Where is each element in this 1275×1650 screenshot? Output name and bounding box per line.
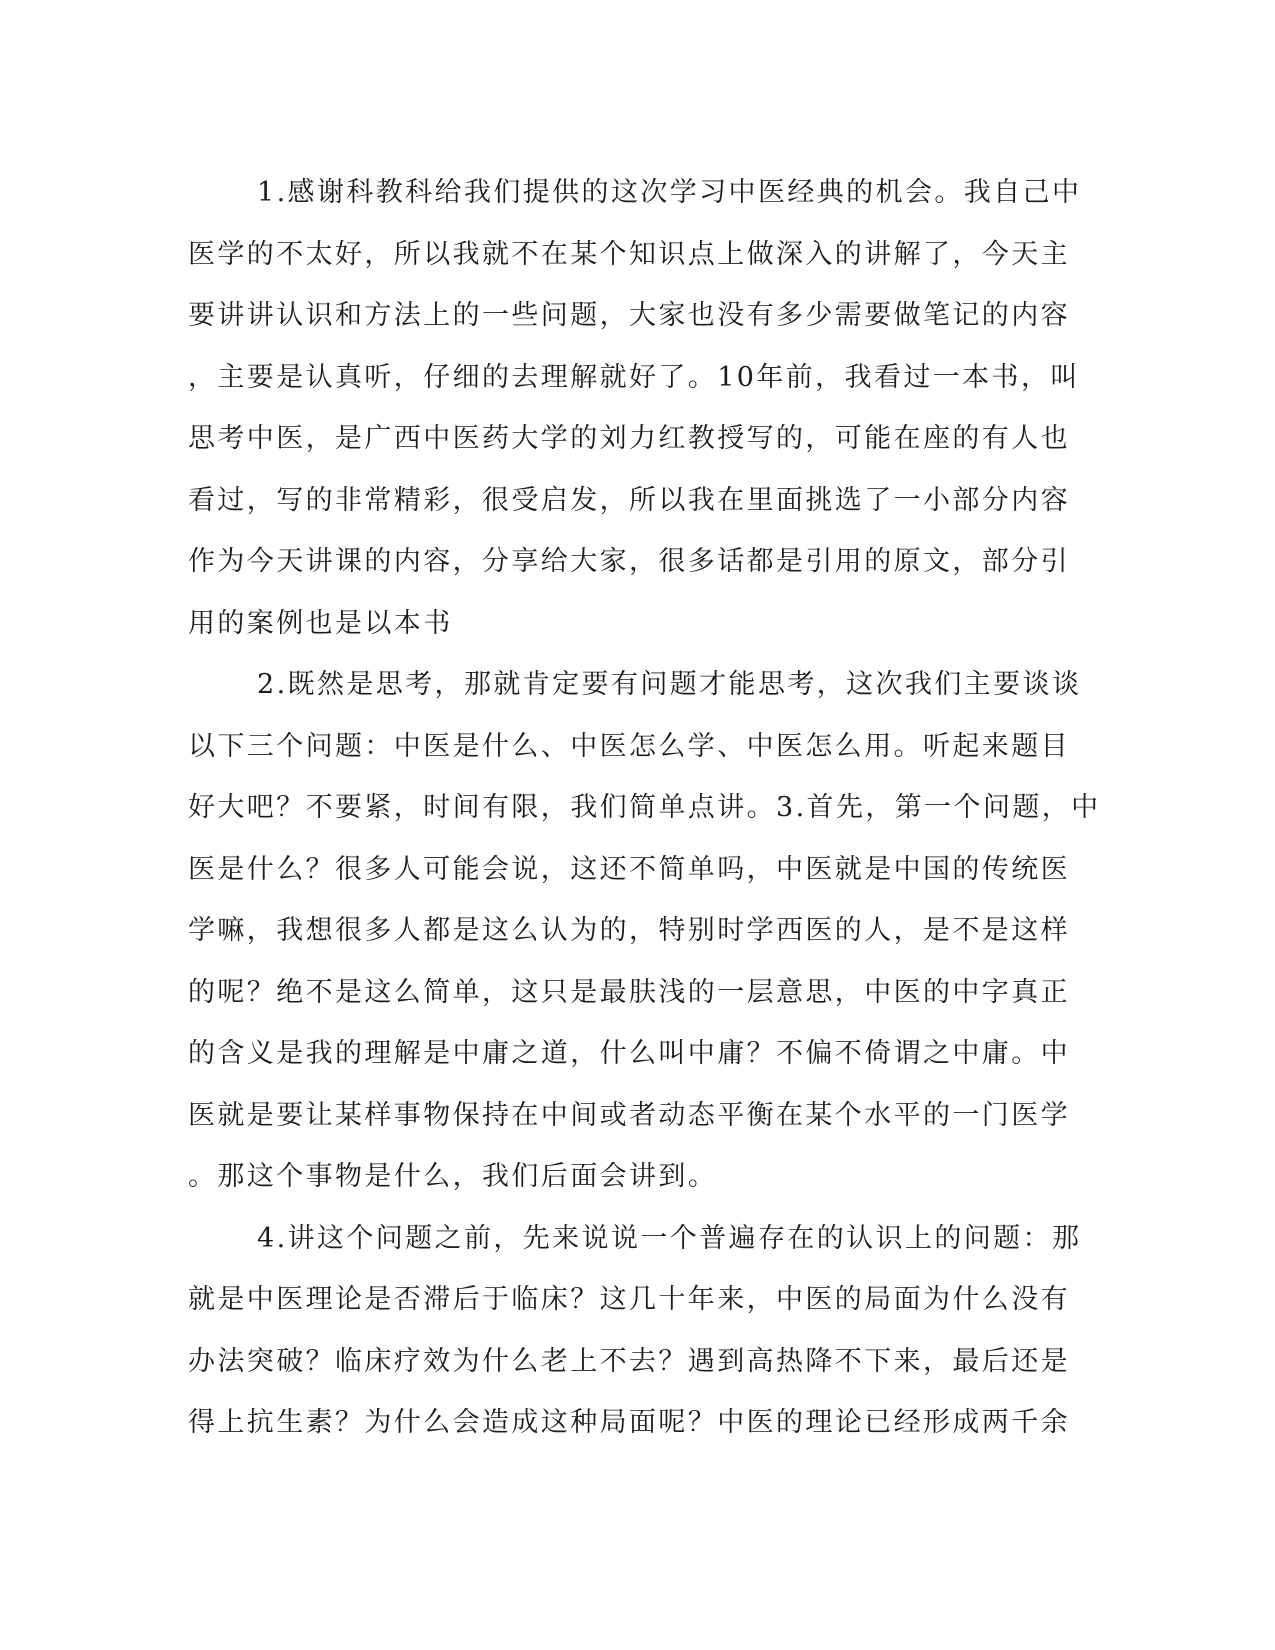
- text-line: 。那这个事物是什么，我们后面会讲到。: [188, 1161, 718, 1192]
- text-line: 学嘛，我想很多人都是这么认为的，特别时学西医的人，是不是这样: [188, 915, 1070, 946]
- text-line: 医就是要让某样事物保持在中间或者动态平衡在某个水平的一门医学: [188, 1099, 1070, 1131]
- text-line: 作为今天讲课的内容，分享给大家，很多话都是引用的原文，部分引: [188, 546, 1070, 577]
- text-line: 要讲讲认识和方法上的一些问题，大家也没有多少需要做笔记的内容: [188, 300, 1070, 331]
- text-line: 医学的不太好，所以我就不在某个知识点上做深入的讲解了，今天主: [188, 238, 1070, 270]
- text-line: 的含义是我的理解是中庸之道，什么叫中庸？不偏不倚谓之中庸。中: [188, 1038, 1070, 1069]
- text-line: 办法突破？临床疗效为什么老上不去？遇到高热降不下来，最后还是: [188, 1345, 1070, 1377]
- text-line: 的呢？绝不是这么简单，这只是最肤浅的一层意思，中医的中字真正: [188, 976, 1070, 1008]
- text-line: ，主要是认真听，仔细的去理解就好了。10年前，我看过一本书，叫: [188, 361, 1080, 393]
- text-line: 医是什么？很多人可能会说，这还不简单吗，中医就是中国的传统医: [188, 853, 1070, 885]
- text-line: 思考中医，是广西中医药大学的刘力红教授写的，可能在座的有人也: [188, 423, 1070, 454]
- text-line: 2.既然是思考，那就肯定要有问题才能思考，这次我们主要谈谈: [257, 669, 1082, 700]
- text-line: 得上抗生素？为什么会造成这种局面呢？中医的理论已经形成两千余: [188, 1407, 1070, 1438]
- text-line: 用的案例也是以本书: [188, 607, 453, 639]
- text-line: 就是中医理论是否滞后于临床？这几十年来，中医的局面为什么没有: [188, 1284, 1070, 1315]
- text-line: 看过，写的非常精彩，很受启发，所以我在里面挑选了一小部分内容: [188, 484, 1070, 516]
- text-line: 好大吧？不要紧，时间有限，我们简单点讲。3.首先，第一个问题，中: [188, 792, 1101, 823]
- document-body: [188, 162, 1101, 1454]
- text-line: 4.讲这个问题之前，先来说说一个普遍存在的认识上的问题：那: [257, 1222, 1082, 1254]
- text-line: 1.感谢科教科给我们提供的这次学习中医经典的机会。我自己中: [257, 177, 1082, 208]
- text-line: 以下三个问题：中医是什么、中医怎么学、中医怎么用。听起来题目: [188, 730, 1070, 762]
